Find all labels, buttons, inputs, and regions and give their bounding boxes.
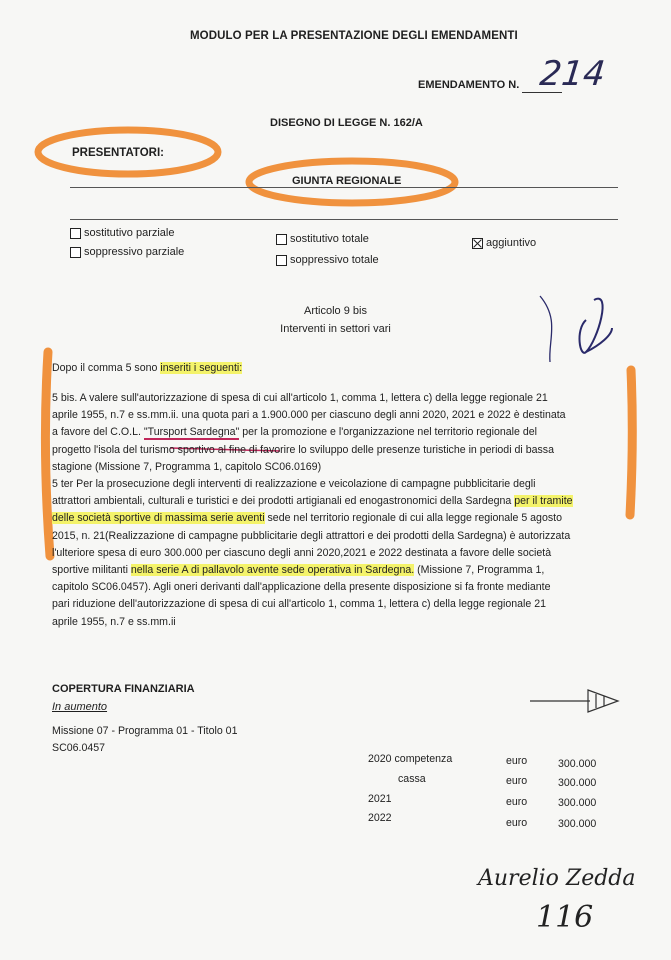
option-soppressivo-parziale[interactable] bbox=[70, 246, 184, 258]
row-amount: 300.000 bbox=[558, 818, 597, 830]
row-currency: euro bbox=[506, 775, 528, 787]
text-line: 2015, n. 21(Realizzazione di campagne pubblicitarie degli attrattori e dei prodotti della Sardegna) è autorizzata bbox=[52, 529, 571, 542]
option-label: aggiuntivo bbox=[486, 237, 537, 249]
text-line: aprile 1955, n.7 e ss.mm.ii bbox=[52, 615, 176, 628]
checkbox-icon[interactable] bbox=[276, 255, 287, 266]
highlight: nella serie A di pallavolo avente sede operativa in Sardegna. bbox=[130, 564, 415, 577]
presentatori-label: PRESENTATORI: bbox=[72, 147, 165, 159]
text-line: a favore del C.O.L. "Tursport Sardegna" per la promozione e l'organizzazione nel territorio regionale del bbox=[52, 426, 537, 439]
row-label: cassa bbox=[398, 773, 426, 785]
text-line: stagione (Missione 7, Programma 1, capitolo SC06.0169) bbox=[52, 460, 322, 473]
emendamento-number: 214 bbox=[537, 54, 608, 94]
row-amount: 300.000 bbox=[558, 777, 597, 789]
article-heading: Interventi in settori vari bbox=[280, 323, 391, 335]
document-title: MODULO PER LA PRESENTAZIONE DEGLI EMENDAMENTI bbox=[190, 30, 518, 42]
intro-text: Dopo il comma 5 sono bbox=[52, 362, 161, 374]
orange-bracket-right bbox=[630, 370, 632, 515]
option-aggiuntivo[interactable] bbox=[472, 237, 536, 249]
missione-line: Missione 07 - Programma 01 - Titolo 01 bbox=[52, 725, 238, 737]
text-line: attrattori ambientali, culturali e turistici e dei prodotti artigianali ed enogastronomici della Sardegna per il tramite bbox=[52, 495, 573, 508]
row-amount: 300.000 bbox=[558, 797, 597, 809]
highlight: delle società sportive di massima serie aventi bbox=[52, 512, 265, 525]
option-soppressivo-totale[interactable] bbox=[276, 254, 379, 266]
text-line: pari riduzione dell'autorizzazione di spesa di cui all'articolo 1, comma 1, lettera c) della legge regionale 21 bbox=[52, 598, 546, 611]
row-label: 2022 bbox=[368, 812, 392, 824]
checkbox-icon[interactable] bbox=[70, 247, 81, 258]
row-currency: euro bbox=[506, 755, 528, 767]
row-label: 2020 competenza bbox=[368, 753, 453, 765]
capitolo-line: SC06.0457 bbox=[52, 742, 106, 754]
emendamento-label: EMENDAMENTO N. bbox=[418, 79, 520, 91]
intro-line bbox=[52, 360, 614, 377]
presentatore-name: GIUNTA REGIONALE bbox=[292, 175, 402, 187]
option-label: soppressivo totale bbox=[290, 254, 379, 266]
highlight: per il tramite bbox=[514, 495, 573, 508]
option-sostitutivo-parziale[interactable] bbox=[70, 227, 175, 239]
option-label: sostitutivo parziale bbox=[84, 227, 175, 239]
option-label: soppressivo parziale bbox=[84, 246, 185, 258]
row-label: 2021 bbox=[368, 793, 392, 805]
paragraph-5-ter bbox=[52, 476, 614, 631]
paragraph-5-bis bbox=[52, 390, 614, 476]
pen-arrow bbox=[530, 690, 618, 712]
text-line: aprile 1955, n.7 e ss.mm.ii. una quota pari a 1.900.000 per ciascuno degli anni 2020, 2021 e 2022 è destinata bbox=[52, 409, 566, 422]
article-number: Articolo 9 bis bbox=[304, 305, 367, 317]
option-label: sostitutivo totale bbox=[290, 233, 369, 245]
text-line: sportive militanti nella serie A di pallavolo avente sede operativa in Sardegna. (Missione 7, Programma 1, bbox=[52, 564, 545, 577]
text-line: progetto l'isola del turismo sportivo al fine di favorire lo sviluppo delle presenze turistiche in periodi di bassa bbox=[52, 443, 554, 456]
rule-line-2 bbox=[70, 219, 618, 220]
row-currency: euro bbox=[506, 796, 528, 808]
orange-bracket-left bbox=[45, 352, 50, 556]
row-currency: euro bbox=[506, 817, 528, 829]
page-number: 116 bbox=[536, 900, 594, 935]
text-line: capitolo SC06.0457). Agli oneri derivanti dall'applicazione della presente disposizione si fa fronte mediante bbox=[52, 581, 551, 594]
in-aumento-label: In aumento bbox=[52, 701, 108, 713]
disegno-di-legge: DISEGNO DI LEGGE N. 162/A bbox=[270, 117, 423, 129]
copertura-title: COPERTURA FINANZIARIA bbox=[52, 683, 195, 695]
text-line: 5 ter Per la prosecuzione degli interventi di realizzazione e veicolazione di campagne pubblicitarie degli bbox=[52, 478, 536, 490]
tursport-underlined: "Tursport Sardegna" bbox=[143, 426, 240, 439]
checkbox-icon[interactable] bbox=[276, 234, 287, 245]
checkbox-checked-icon[interactable] bbox=[472, 238, 483, 249]
text-line: l'ulteriore spesa di euro 300.000 per ciascuno degli anni 2020,2021 e 2022 destinata a favore delle società bbox=[52, 546, 552, 559]
text-line: delle società sportive di massima serie aventi sede nel territorio regionale di cui alla legge regionale 5 agosto bbox=[52, 512, 562, 525]
rule-line-1 bbox=[70, 187, 618, 188]
intro-highlight: inseriti i seguenti: bbox=[160, 362, 243, 374]
option-sostitutivo-totale[interactable] bbox=[276, 233, 369, 245]
handwritten-signature: Aurelio Zedda bbox=[478, 866, 636, 891]
row-amount: 300.000 bbox=[558, 758, 597, 770]
checkbox-icon[interactable] bbox=[70, 228, 81, 239]
text-line: 5 bis. A valere sull'autorizzazione di spesa di cui all'articolo 1, comma 1, lettera c) della legge regionale 21 bbox=[52, 392, 548, 404]
